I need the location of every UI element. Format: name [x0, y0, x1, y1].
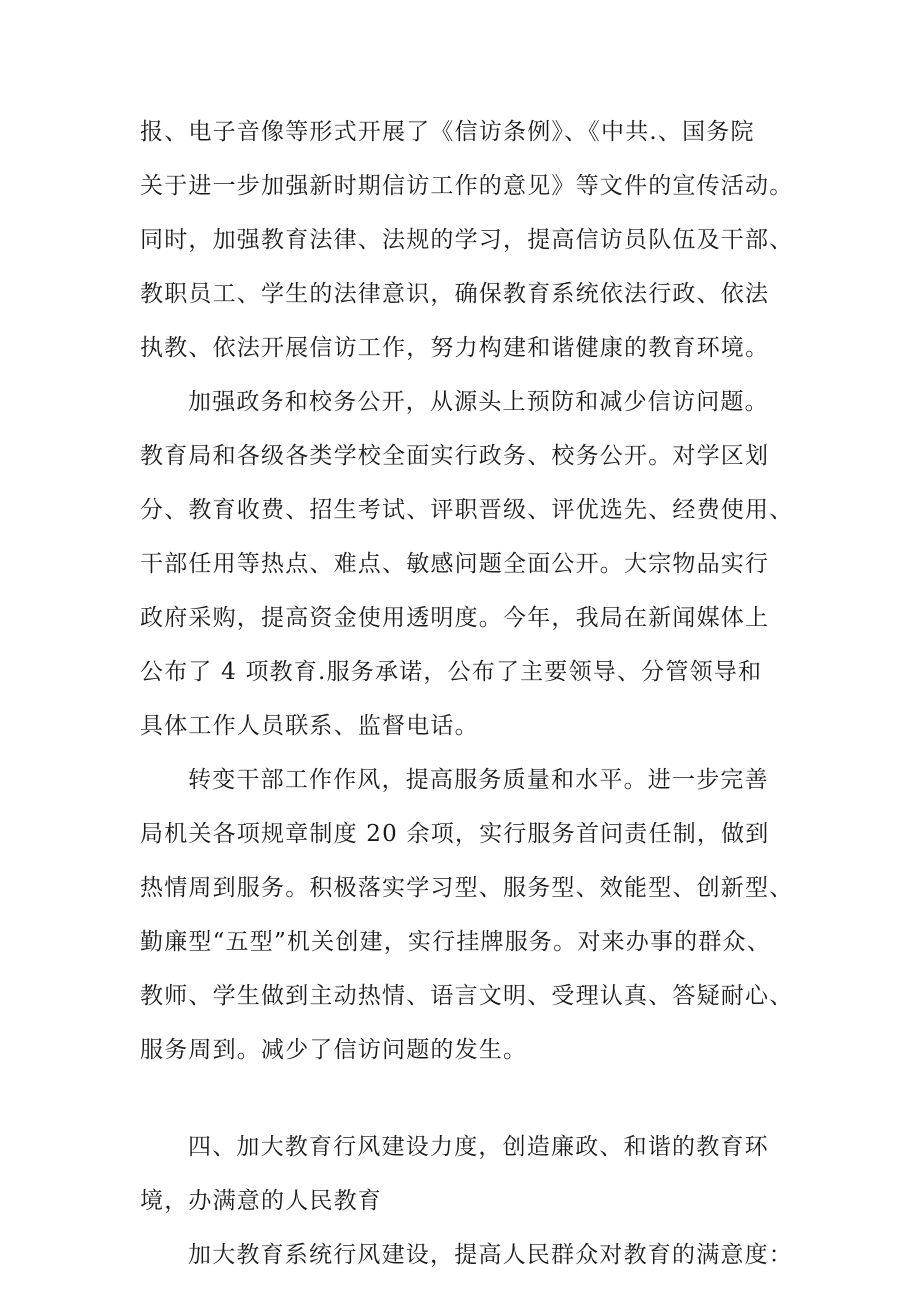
- text-line: 分、教育收费、招生考试、评职晋级、评优选先、经费使用、: [140, 497, 794, 523]
- text-line: 报、电子音像等形式开展了《信访条例》、《中共.、国务院: [140, 119, 755, 145]
- text-line: 关于进一步加强新时期信访工作的意见》等文件的宣传活动。: [140, 173, 794, 199]
- section-heading-line: 四、加大教育行风建设力度，创造廉政、和谐的教育环: [188, 1134, 769, 1160]
- text-line: 教育局和各级各类学校全面实行政务、校务公开。对学区划: [140, 443, 770, 469]
- paragraph-start-line: 加大教育系统行风建设，提高人民群众对教育的满意度：: [188, 1242, 793, 1268]
- text-line: 热情周到服务。积极落实学习型、服务型、效能型、创新型、: [140, 875, 794, 901]
- text-line: 具体工作人员联系、监督电话。: [140, 713, 479, 739]
- text-line: 局机关各项规章制度 20 余项，实行服务首问责任制，做到: [140, 821, 770, 847]
- text-line: 服务周到。减少了信访问题的发生。: [140, 1037, 528, 1063]
- text-line: 干部任用等热点、难点、敏感问题全面公开。大宗物品实行: [140, 551, 770, 577]
- text-line: 教职员工、学生的法律意识，确保教育系统依法行政、依法: [140, 281, 770, 307]
- text-line: 公布了 4 项教育.服务承诺，公布了主要领导、分管领导和: [140, 659, 763, 685]
- text-line: 执教、依法开展信访工作，努力构建和谐健康的教育环境。: [140, 335, 770, 361]
- text-line: 勤廉型“五型”机关创建，实行挂牌服务。对来办事的群众、: [140, 929, 771, 955]
- paragraph-start-line: 加强政务和校务公开，从源头上预防和减少信访问题。: [188, 389, 769, 415]
- section-heading-line: 境，办满意的人民教育: [140, 1188, 382, 1214]
- text-line: 教师、学生做到主动热情、语言文明、受理认真、答疑耐心、: [140, 983, 794, 1009]
- paragraph-start-line: 转变干部工作作风，提高服务质量和水平。进一步完善: [188, 767, 769, 793]
- text-line: 政府采购，提高资金使用透明度。今年，我局在新闻媒体上: [140, 605, 770, 631]
- text-line: 同时，加强教育法律、法规的学习，提高信访员队伍及干部、: [140, 227, 794, 253]
